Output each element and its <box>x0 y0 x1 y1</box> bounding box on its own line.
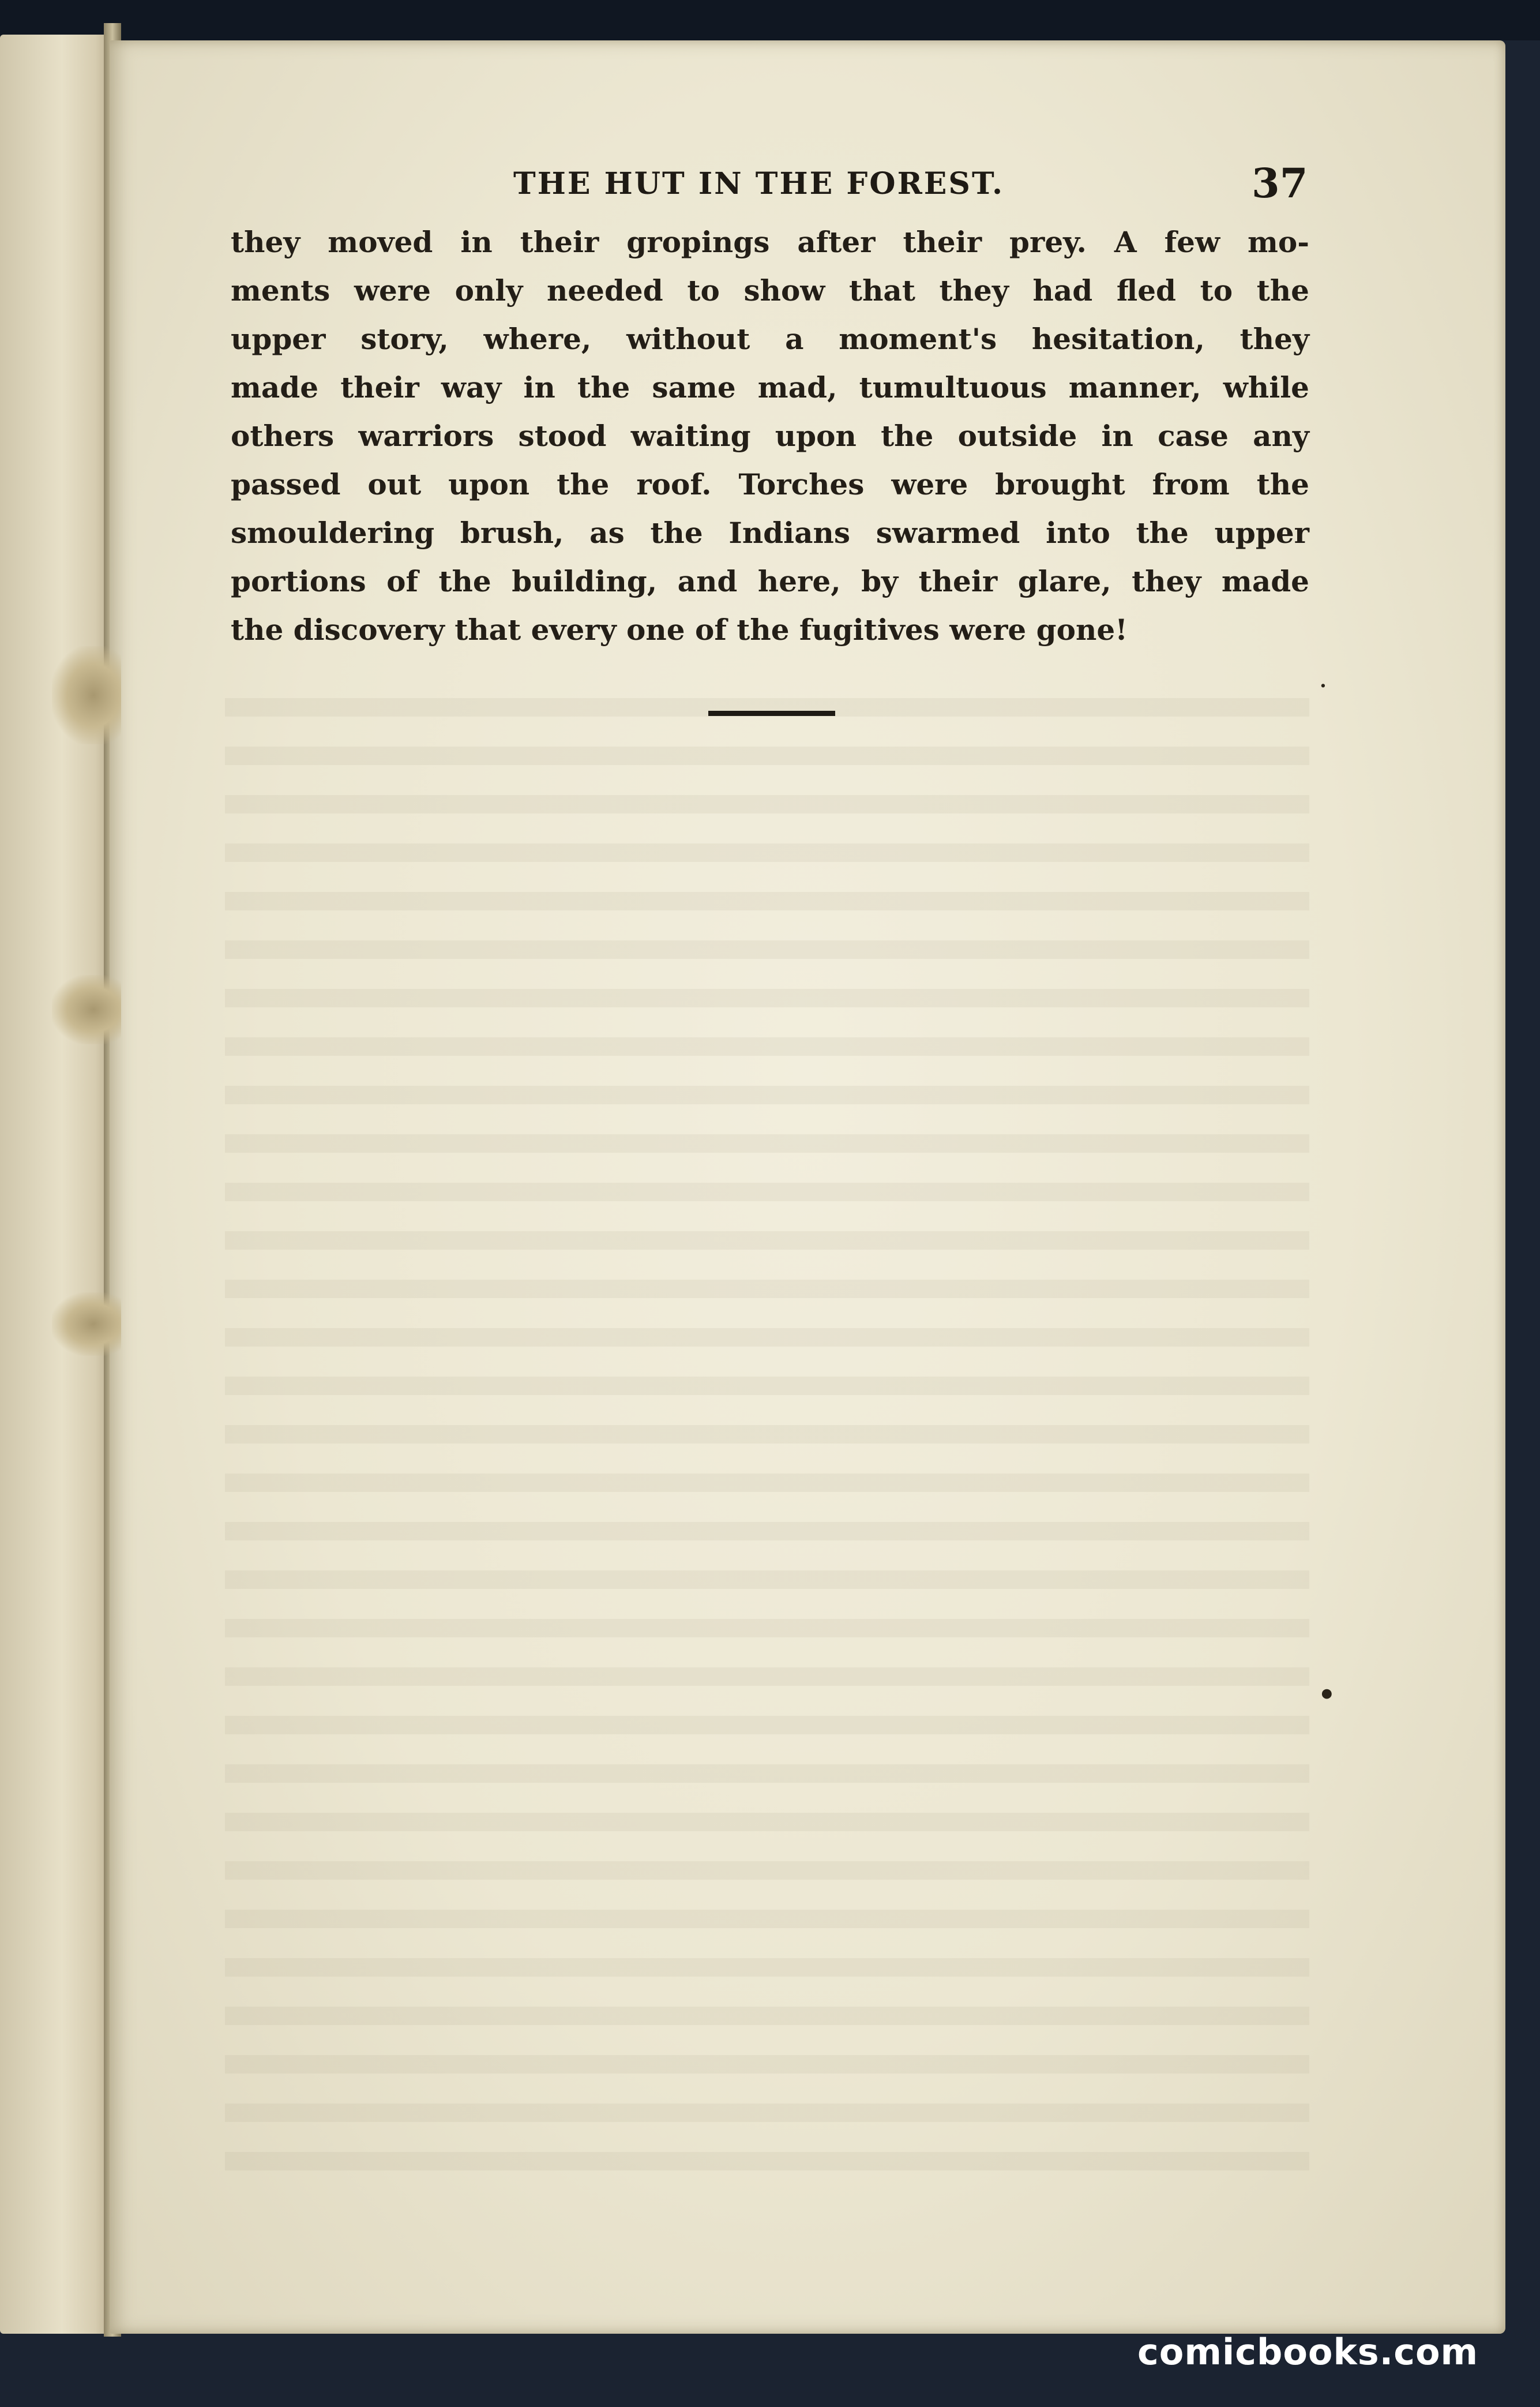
facing-page-edge <box>0 35 112 2334</box>
text-line: ments were only needed to show that they had fled to the <box>231 273 1309 308</box>
page-tear-mark <box>52 646 121 744</box>
text-line: portions of the building, and here, by their glare, they made <box>231 564 1309 598</box>
page-tear-mark <box>52 975 121 1044</box>
text-line: they moved in their gropings after their prey. A few mo- <box>231 225 1309 259</box>
text-line: passed out upon the roof. Torches were brought from the <box>231 467 1309 501</box>
page-tear-mark <box>52 1292 121 1356</box>
text-line: others warriors stood waiting upon the outside in case any <box>231 419 1309 453</box>
page-number: 37 <box>1252 159 1308 207</box>
margin-ink-mark: • <box>1318 1679 1336 1711</box>
text-line: made their way in the same mad, tumultuous manner, while <box>231 370 1309 404</box>
margin-ink-mark: ․ <box>1320 669 1327 692</box>
site-watermark: comicbooks.com <box>1137 2331 1479 2373</box>
running-head: THE HUT IN THE FOREST. <box>513 166 1005 201</box>
text-line: the discovery that every one of the fugitives were gone! <box>231 613 1128 647</box>
bleed-through-text <box>225 681 1309 2181</box>
text-line: upper story, where, without a moment's hesitation, they <box>231 322 1309 356</box>
section-end-rule <box>708 711 835 716</box>
text-line: smouldering brush, as the Indians swarmed into the upper <box>231 516 1309 550</box>
scan-background-top <box>0 0 1540 40</box>
body-paragraph <box>231 218 1309 654</box>
